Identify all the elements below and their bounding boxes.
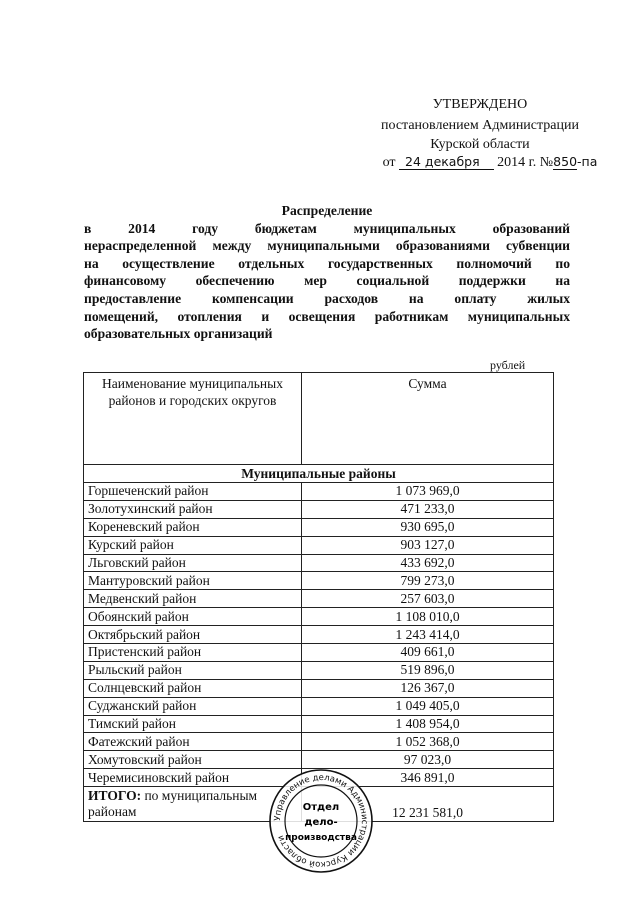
district-sum: 930 695,0 — [302, 518, 554, 536]
table-row — [84, 697, 554, 715]
document-title: Распределение в 2014 году бюджетам муниципальных образований нераспределенной между муниципальными образованиями субвенции на осуществление отдельных государственных полномочий по финансовому обеспечению мер социальной поддержки на предоставление компенсации расходов на оплату жилых помещений, отопления и освещения работникам муниципальных образовательных организаций — [84, 203, 570, 342]
district-sum: 1 108 010,0 — [302, 608, 554, 626]
district-name: Черемисиновский район — [84, 769, 302, 787]
table-row — [84, 500, 554, 518]
district-sum: 257 603,0 — [302, 590, 554, 608]
district-name: Тимский район — [84, 715, 302, 733]
distribution-table — [83, 372, 554, 822]
district-sum: 1 052 368,0 — [302, 733, 554, 751]
district-sum: 97 023,0 — [302, 751, 554, 769]
district-sum: 471 233,0 — [302, 500, 554, 518]
district-sum: 903 127,0 — [302, 536, 554, 554]
district-name: Мантуровский район — [84, 572, 302, 590]
document-number: 850 — [553, 154, 578, 169]
district-sum: 1 408 954,0 — [302, 715, 554, 733]
table-header — [84, 373, 554, 465]
table-row — [84, 518, 554, 536]
district-name: Суджанский район — [84, 697, 302, 715]
section-row: Муниципальные районы — [84, 465, 554, 483]
table-row — [84, 483, 554, 501]
district-name: Фатежский район — [84, 733, 302, 751]
district-sum: 126 367,0 — [302, 679, 554, 697]
approval-title: УТВЕРЖДЕНО — [432, 97, 528, 112]
district-name: Солнцевский район — [84, 679, 302, 697]
district-name: Медвенский район — [84, 590, 302, 608]
district-name: Обоянский район — [84, 608, 302, 626]
district-sum: 433 692,0 — [302, 554, 554, 572]
total-sum: 12 231 581,0 — [302, 787, 554, 822]
district-name: Курский район — [84, 536, 302, 554]
district-name: Рыльский район — [84, 661, 302, 679]
title-heading: Распределение — [281, 203, 373, 218]
district-sum: 1 243 414,0 — [302, 626, 554, 644]
table-row — [84, 751, 554, 769]
table-row — [84, 626, 554, 644]
approval-line: Курской области — [430, 137, 530, 152]
unit-label: рублей — [490, 358, 526, 372]
table-row — [84, 733, 554, 751]
district-sum: 1 073 969,0 — [302, 483, 554, 501]
table-row — [84, 554, 554, 572]
table-row — [84, 644, 554, 662]
total-row: ИТОГО: по муниципальным районам 12 231 581,0 — [84, 787, 554, 822]
table-row — [84, 536, 554, 554]
district-sum: 1 049 405,0 — [302, 697, 554, 715]
svg-text:производства: производства — [285, 833, 357, 843]
official-stamp — [268, 768, 374, 874]
column-header-name: Наименование муниципальных районов и городских округов — [84, 373, 302, 465]
district-name: Кореневский район — [84, 518, 302, 536]
table-row — [84, 590, 554, 608]
column-header-sum: Сумма — [302, 373, 554, 465]
table-row — [84, 661, 554, 679]
table-row — [84, 679, 554, 697]
svg-text:дело-: дело- — [304, 817, 338, 828]
district-sum: 409 661,0 — [302, 644, 554, 662]
svg-text:Управление делами Администраци: Управление делами Администрации Курской области — [272, 772, 370, 870]
district-sum: 346 891,0 — [302, 769, 554, 787]
district-sum: 799 273,0 — [302, 572, 554, 590]
table-row — [84, 608, 554, 626]
svg-text:Отдел: Отдел — [302, 802, 340, 813]
table-row — [84, 572, 554, 590]
date-value: 24 декабря — [399, 154, 494, 170]
district-name: Хомутовский район — [84, 751, 302, 769]
district-name: Горшеченский район — [84, 483, 302, 501]
district-name: Пристенский район — [84, 644, 302, 662]
district-name: Октябрьский район — [84, 626, 302, 644]
district-name: Льговский район — [84, 554, 302, 572]
approval-line: постановлением Администрации — [381, 118, 579, 133]
table-row — [84, 715, 554, 733]
district-sum: 519 896,0 — [302, 661, 554, 679]
approval-date: от 24 декабря 2014 г. №850-па — [382, 154, 598, 170]
district-name: Золотухинский район — [84, 500, 302, 518]
